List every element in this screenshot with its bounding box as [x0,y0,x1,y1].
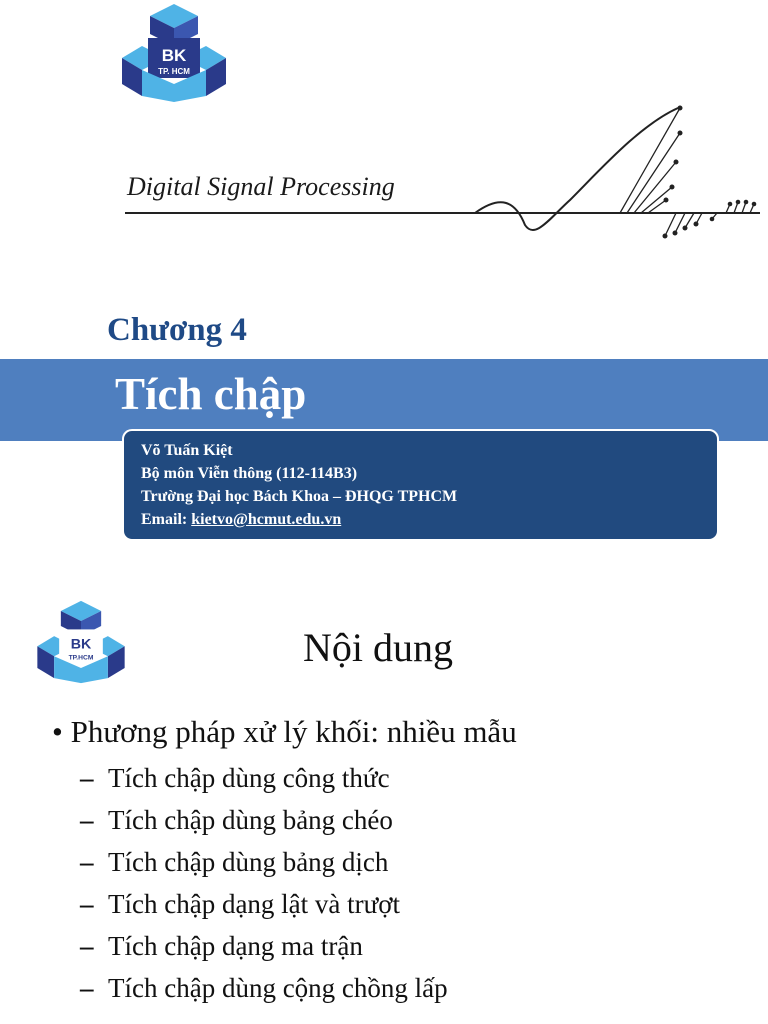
svg-text:TP.HCM: TP.HCM [68,654,94,662]
email-label: Email: [141,511,192,528]
sub-item: – Tích chập dùng công thức [80,763,390,793]
contents-slide [0,580,768,1024]
signal-graphic-icon [120,100,760,245]
author-school: Trường Đại học Bách Khoa – ĐHQG TPHCM [141,488,458,505]
sub-item-text: Tích chập dùng công thức [108,763,390,793]
svg-text:BK: BK [161,46,187,65]
sub-item-text: Tích chập dùng bảng chéo [108,805,393,835]
author-name: Võ Tuấn Kiệt [141,442,233,459]
contents-title: Nội dung [303,625,453,670]
email-link[interactable]: kietvo@hcmut.edu.vn [191,511,342,528]
sub-item: – Tích chập dùng cộng chồng lấp [80,973,448,1003]
svg-text:TP. HCM: TP. HCM [158,67,190,76]
bk-logo-icon [34,596,128,688]
bullet-text: Phương pháp xử lý khối: nhiều mẫu [70,714,517,749]
subject-title: Digital Signal Processing [127,172,395,201]
sub-item: – Tích chập dùng bảng dịch [80,847,389,877]
sub-item-text: Tích chập dạng ma trận [108,931,363,961]
sub-item: – Tích chập dùng bảng chéo [80,805,393,835]
sub-item: – Tích chập dạng ma trận [80,931,363,961]
sub-item-text: Tích chập dùng cộng chồng lấp [108,973,448,1003]
sub-item-text: Tích chập dạng lật và trượt [108,889,401,919]
sub-item: – Tích chập dạng lật và trượt [80,889,401,919]
bullet-item: • Phương pháp xử lý khối: nhiều mẫu [52,714,517,749]
sub-item-text: Tích chập dùng bảng dịch [108,847,389,877]
chapter-label: Chương 4 [107,312,247,348]
author-email-row [141,508,717,531]
svg-text:BK: BK [70,636,92,653]
author-info-box [122,429,719,541]
slide-title: Tích chập [115,369,307,419]
author-department: Bộ môn Viễn thông (112-114B3) [141,465,358,482]
bk-logo-icon [118,2,230,104]
